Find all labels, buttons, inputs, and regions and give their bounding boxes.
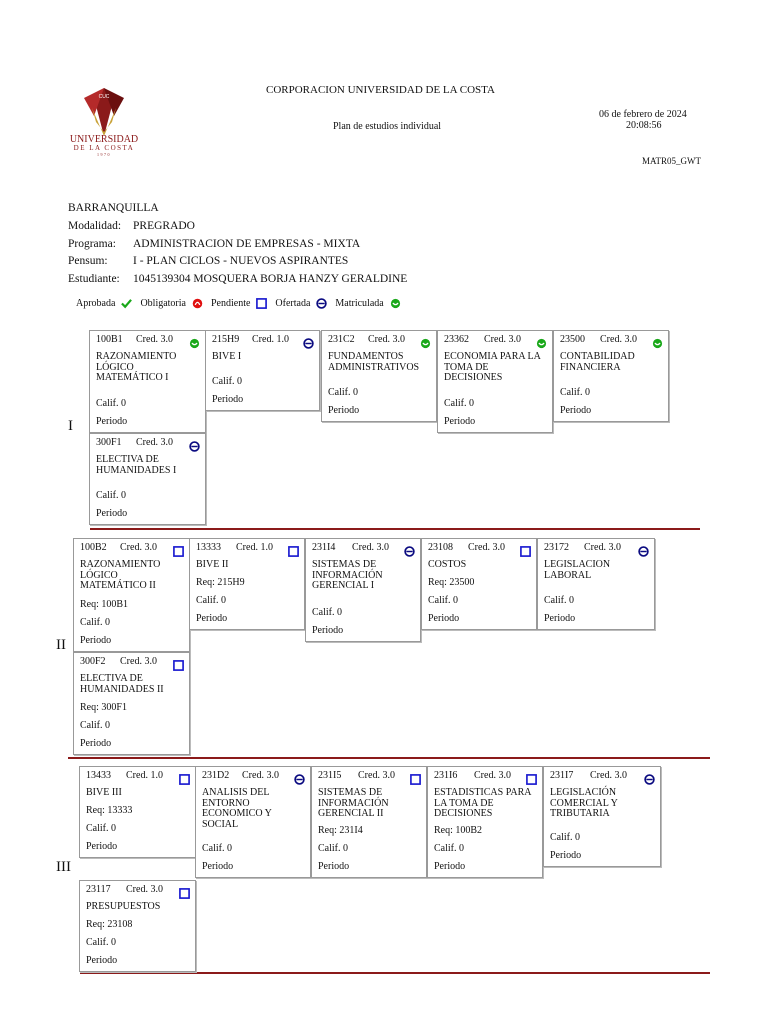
course-credits: Cred. 3.0 xyxy=(136,334,173,345)
course-name: ELECTIVA DE HUMANIDADES I xyxy=(96,454,177,476)
course-grade: Calif. 0 xyxy=(318,843,348,854)
course-name: ANALISIS DEL ENTORNO ECONOMICO Y SOCIAL xyxy=(202,787,272,830)
course-code: 23362 xyxy=(444,334,469,345)
legend-pendiente: Pendiente xyxy=(210,298,251,309)
report-code: MATR05_GWT xyxy=(642,156,701,166)
course-name: PRESUPUESTOS xyxy=(86,901,161,912)
course-period: Periodo xyxy=(86,955,118,966)
course-name: RAZONAMIENTO LÓGICO MATEMÁTICO II xyxy=(80,559,161,591)
course-period: Periodo xyxy=(544,613,576,624)
matriculada-icon xyxy=(303,338,314,349)
course-card[interactable] xyxy=(79,766,196,858)
course-name: ECONOMIA PARA LA TOMA DE DECISIONES xyxy=(444,351,541,383)
semester-label: III xyxy=(56,859,71,875)
ofertada-icon xyxy=(520,546,531,557)
course-requirement: Req: 100B2 xyxy=(434,825,483,836)
report-date: 06 de febrero de 2024 xyxy=(599,109,687,120)
pensum-value: I - PLAN CICLOS - NUEVOS ASPIRANTES xyxy=(133,255,349,267)
course-credits: Cred. 3.0 xyxy=(136,437,173,448)
course-period: Periodo xyxy=(328,405,360,416)
course-period: Periodo xyxy=(80,738,112,749)
course-credits: Cred. 3.0 xyxy=(242,770,279,781)
course-status xyxy=(410,774,421,785)
course-card[interactable] xyxy=(437,330,553,433)
course-requirement: Req: 23500 xyxy=(428,577,475,588)
course-code: 23500 xyxy=(560,334,585,345)
course-status xyxy=(179,774,190,785)
course-period: Periodo xyxy=(212,394,244,405)
course-status xyxy=(652,338,663,349)
course-grade: Calif. 0 xyxy=(560,387,590,398)
course-credits: Cred. 3.0 xyxy=(352,542,389,553)
course-credits: Cred. 3.0 xyxy=(484,334,521,345)
course-card[interactable] xyxy=(189,538,305,630)
ofertada-icon xyxy=(526,774,537,785)
course-card[interactable] xyxy=(553,330,669,422)
course-grade: Calif. 0 xyxy=(196,595,226,606)
course-status xyxy=(173,660,184,671)
course-name: COSTOS xyxy=(428,559,467,570)
course-credits: Cred. 3.0 xyxy=(584,542,621,553)
course-status xyxy=(404,546,415,557)
course-code: 300F1 xyxy=(96,437,122,448)
course-name: BIVE III xyxy=(86,787,122,798)
report-subtitle: Plan de estudios individual xyxy=(333,121,442,132)
course-credits: Cred. 3.0 xyxy=(120,542,157,553)
course-grade: Calif. 0 xyxy=(428,595,458,606)
course-card[interactable] xyxy=(537,538,655,630)
course-code: 13433 xyxy=(86,770,111,781)
aprobada-icon xyxy=(189,338,200,349)
aprobada-icon xyxy=(652,338,663,349)
ofertada-icon xyxy=(173,660,184,671)
course-code: 300F2 xyxy=(80,656,106,667)
matriculada-icon xyxy=(638,546,649,557)
course-status xyxy=(189,338,200,349)
svg-text:1970: 1970 xyxy=(97,152,111,157)
course-code: 231I5 xyxy=(318,770,342,781)
semester-label: II xyxy=(56,637,66,653)
course-code: 231C2 xyxy=(328,334,355,345)
course-credits: Cred. 1.0 xyxy=(236,542,273,553)
ofertada-icon xyxy=(256,298,267,309)
course-credits: Cred. 3.0 xyxy=(120,656,157,667)
course-period: Periodo xyxy=(96,508,128,519)
course-period: Periodo xyxy=(80,635,112,646)
ofertada-icon xyxy=(179,774,190,785)
course-name: FUNDAMENTOS ADMINISTRATIVOS xyxy=(328,351,420,373)
course-requirement: Req: 231I4 xyxy=(318,825,363,836)
course-period: Periodo xyxy=(318,861,350,872)
course-status xyxy=(294,774,305,785)
modalidad-label: Modalidad: xyxy=(68,220,122,232)
aprobada-icon xyxy=(536,338,547,349)
course-grade: Calif. 0 xyxy=(80,720,110,731)
matriculada-icon xyxy=(404,546,415,557)
aprobada-icon xyxy=(390,298,401,309)
university-logo xyxy=(62,86,147,158)
course-name: LEGISLACION LABORAL xyxy=(544,559,611,581)
course-requirement: Req: 215H9 xyxy=(196,577,245,588)
course-code: 231D2 xyxy=(202,770,230,781)
estudiante-value: 1045139304 MOSQUERA BORJA HANZY GERALDINE xyxy=(133,273,408,285)
course-period: Periodo xyxy=(86,841,118,852)
semester-divider xyxy=(80,972,710,974)
course-grade: Calif. 0 xyxy=(96,398,126,409)
matriculada-icon xyxy=(316,298,327,309)
matriculada-icon xyxy=(644,774,655,785)
legend-matriculada: Matriculada xyxy=(335,298,384,309)
ofertada-icon xyxy=(179,888,190,899)
status-legend xyxy=(76,298,409,309)
ofertada-icon xyxy=(410,774,421,785)
course-status xyxy=(536,338,547,349)
course-status xyxy=(420,338,431,349)
course-name: SISTEMAS DE INFORMACIÓN GERENCIAL II xyxy=(318,787,389,819)
course-grade: Calif. 0 xyxy=(86,823,116,834)
course-status xyxy=(526,774,537,785)
course-name: RAZONAMIENTO LÓGICO MATEMÁTICO I xyxy=(96,351,177,383)
course-period: Periodo xyxy=(444,416,476,427)
course-grade: Calif. 0 xyxy=(86,937,116,948)
course-code: 231I6 xyxy=(434,770,458,781)
course-status xyxy=(303,338,314,349)
course-grade: Calif. 0 xyxy=(328,387,358,398)
svg-text:CUC: CUC xyxy=(98,94,110,100)
course-card[interactable] xyxy=(195,766,311,878)
course-requirement: Req: 300F1 xyxy=(80,702,127,713)
course-period: Periodo xyxy=(202,861,234,872)
course-period: Periodo xyxy=(96,416,128,427)
course-code: 231I4 xyxy=(312,542,336,553)
course-grade: Calif. 0 xyxy=(202,843,232,854)
course-grade: Calif. 0 xyxy=(212,376,242,387)
course-credits: Cred. 3.0 xyxy=(126,884,163,895)
course-code: 23172 xyxy=(544,542,569,553)
institution-title: CORPORACION UNIVERSIDAD DE LA COSTA xyxy=(266,84,495,96)
course-period: Periodo xyxy=(434,861,466,872)
course-credits: Cred. 3.0 xyxy=(474,770,511,781)
legend-aprobada: Aprobada xyxy=(76,298,116,309)
course-credits: Cred. 3.0 xyxy=(468,542,505,553)
course-name: BIVE I xyxy=(212,351,242,362)
course-card[interactable] xyxy=(73,538,190,652)
course-credits: Cred. 3.0 xyxy=(358,770,395,781)
course-status xyxy=(288,546,299,557)
svg-text:UNIVERSIDAD: UNIVERSIDAD xyxy=(69,134,139,145)
course-credits: Cred. 3.0 xyxy=(368,334,405,345)
checkmark-icon xyxy=(121,298,132,309)
course-requirement: Req: 13333 xyxy=(86,805,133,816)
course-grade: Calif. 0 xyxy=(550,832,580,843)
aprobada-icon xyxy=(420,338,431,349)
course-card[interactable] xyxy=(321,330,437,422)
course-period: Periodo xyxy=(312,625,344,636)
course-period: Periodo xyxy=(196,613,228,624)
course-name: SISTEMAS DE INFORMACIÓN GERENCIAL I xyxy=(312,559,383,591)
course-grade: Calif. 0 xyxy=(444,398,474,409)
course-code: 100B1 xyxy=(96,334,123,345)
svg-text:DE LA COSTA: DE LA COSTA xyxy=(73,144,135,152)
semester-divider xyxy=(68,757,710,759)
course-requirement: Req: 23108 xyxy=(86,919,133,930)
course-status xyxy=(173,546,184,557)
course-grade: Calif. 0 xyxy=(312,607,342,618)
course-period: Periodo xyxy=(560,405,592,416)
course-period: Periodo xyxy=(428,613,460,624)
course-name: CONTABILIDAD FINANCIERA xyxy=(560,351,635,373)
course-code: 100B2 xyxy=(80,542,107,553)
legend-ofertada: Ofertada xyxy=(275,298,311,309)
matriculada-icon xyxy=(189,441,200,452)
course-code: 215H9 xyxy=(212,334,240,345)
semester-label: I xyxy=(68,418,73,434)
semester-divider xyxy=(90,528,700,530)
course-name: ESTADISTICAS PARA LA TOMA DE DECISIONES xyxy=(434,787,531,819)
modalidad-value: PREGRADO xyxy=(133,220,195,232)
course-card[interactable] xyxy=(421,538,537,630)
course-status xyxy=(638,546,649,557)
pendiente-icon xyxy=(192,298,203,309)
course-card[interactable] xyxy=(305,538,421,642)
legend-obligatoria: Obligatoria xyxy=(140,298,186,309)
course-card[interactable] xyxy=(543,766,661,867)
course-grade: Calif. 0 xyxy=(544,595,574,606)
course-grade: Calif. 0 xyxy=(434,843,464,854)
ofertada-icon xyxy=(288,546,299,557)
course-card[interactable] xyxy=(427,766,543,878)
course-card[interactable] xyxy=(73,652,190,755)
course-credits: Cred. 3.0 xyxy=(590,770,627,781)
course-card[interactable] xyxy=(79,880,196,972)
course-status xyxy=(189,441,200,452)
course-code: 231I7 xyxy=(550,770,574,781)
course-name: LEGISLACIÓN COMERCIAL Y TRIBUTARIA xyxy=(550,787,618,819)
programa-label: Programa: xyxy=(68,238,116,250)
ofertada-icon xyxy=(173,546,184,557)
city: BARRANQUILLA xyxy=(68,202,159,214)
report-time: 20:08:56 xyxy=(626,120,662,131)
course-status xyxy=(520,546,531,557)
course-credits: Cred. 1.0 xyxy=(126,770,163,781)
estudiante-label: Estudiante: xyxy=(68,273,120,285)
course-name: BIVE II xyxy=(196,559,229,570)
course-status xyxy=(644,774,655,785)
matriculada-icon xyxy=(294,774,305,785)
course-credits: Cred. 3.0 xyxy=(600,334,637,345)
course-code: 23108 xyxy=(428,542,453,553)
course-grade: Calif. 0 xyxy=(96,490,126,501)
course-card[interactable] xyxy=(89,330,206,433)
programa-value: ADMINISTRACION DE EMPRESAS - MIXTA xyxy=(133,238,361,250)
course-grade: Calif. 0 xyxy=(80,617,110,628)
course-card[interactable] xyxy=(89,433,206,525)
course-period: Periodo xyxy=(550,850,582,861)
course-requirement: Req: 100B1 xyxy=(80,599,129,610)
course-code: 13333 xyxy=(196,542,221,553)
course-credits: Cred. 1.0 xyxy=(252,334,289,345)
course-code: 23117 xyxy=(86,884,111,895)
course-card[interactable] xyxy=(205,330,320,411)
course-name: ELECTIVA DE HUMANIDADES II xyxy=(80,673,164,695)
course-card[interactable] xyxy=(311,766,427,878)
pensum-label: Pensum: xyxy=(68,255,108,267)
course-status xyxy=(179,888,190,899)
